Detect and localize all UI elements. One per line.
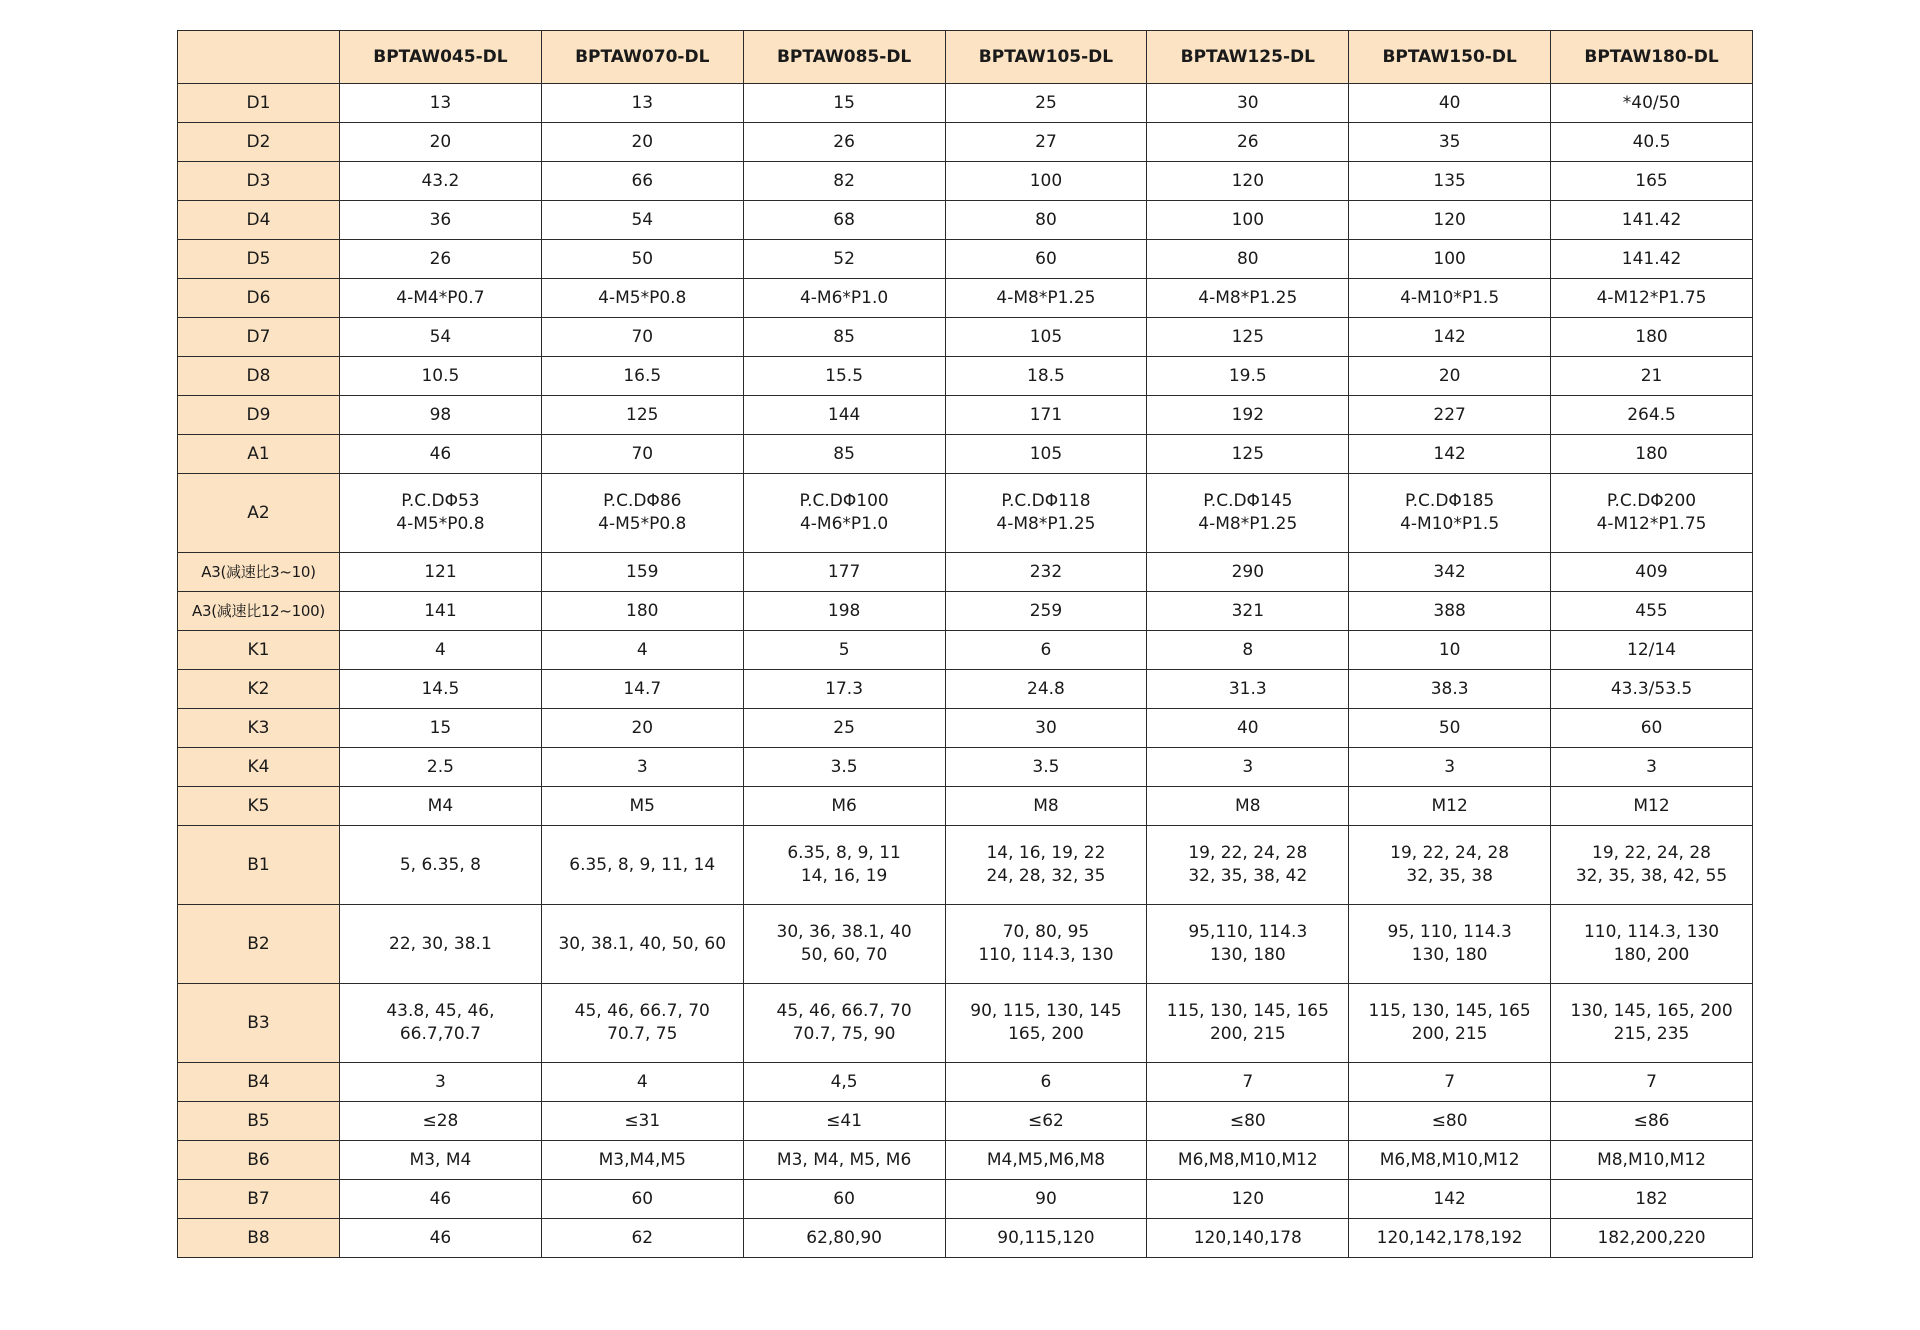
table-cell: 4,5: [743, 1063, 945, 1102]
table-cell: 342: [1349, 553, 1551, 592]
table-cell: 144: [743, 396, 945, 435]
table-cell: 171: [945, 396, 1147, 435]
table-cell: 31.3: [1147, 670, 1349, 709]
table-cell: 4-M10*P1.5: [1349, 279, 1551, 318]
row-label: A2: [178, 474, 340, 553]
table-cell: ≤41: [743, 1102, 945, 1141]
table-cell: 100: [1349, 240, 1551, 279]
table-cell: 105: [945, 318, 1147, 357]
table-cell: 82: [743, 162, 945, 201]
table-row: [178, 1180, 1753, 1219]
row-label: B4: [178, 1063, 340, 1102]
table-cell: 180: [541, 592, 743, 631]
table-cell: 141.42: [1551, 201, 1753, 240]
table-cell: P.C.DΦ53 4-M5*P0.8: [340, 474, 542, 553]
table-cell: 180: [1551, 435, 1753, 474]
table-cell: 14.7: [541, 670, 743, 709]
row-label: D1: [178, 84, 340, 123]
table-cell: 98: [340, 396, 542, 435]
table-cell: P.C.DΦ100 4-M6*P1.0: [743, 474, 945, 553]
table-cell: 35: [1349, 123, 1551, 162]
table-cell: 62,80,90: [743, 1219, 945, 1258]
table-cell: P.C.DΦ200 4-M12*P1.75: [1551, 474, 1753, 553]
table-cell: 125: [1147, 318, 1349, 357]
table-cell: 68: [743, 201, 945, 240]
table-cell: 25: [743, 709, 945, 748]
table-cell: 60: [743, 1180, 945, 1219]
table-cell: 18.5: [945, 357, 1147, 396]
row-label: K4: [178, 748, 340, 787]
table-row: [178, 474, 1753, 553]
table-cell: 14.5: [340, 670, 542, 709]
table-cell: 38.3: [1349, 670, 1551, 709]
table-cell: 264.5: [1551, 396, 1753, 435]
table-row: [178, 905, 1753, 984]
table-cell: P.C.DΦ145 4-M8*P1.25: [1147, 474, 1349, 553]
table-cell: ≤28: [340, 1102, 542, 1141]
row-label: D5: [178, 240, 340, 279]
table-cell: ≤62: [945, 1102, 1147, 1141]
table-cell: M6,M8,M10,M12: [1349, 1141, 1551, 1180]
table-row: [178, 748, 1753, 787]
table-cell: 121: [340, 553, 542, 592]
row-label: B7: [178, 1180, 340, 1219]
table-cell: 6: [945, 631, 1147, 670]
table-cell: 3: [340, 1063, 542, 1102]
table-cell: 4-M6*P1.0: [743, 279, 945, 318]
table-cell: 120: [1147, 162, 1349, 201]
table-cell: 165: [1551, 162, 1753, 201]
table-cell: 85: [743, 318, 945, 357]
table-cell: 54: [541, 201, 743, 240]
table-header: [178, 31, 1753, 84]
table-cell: 120,140,178: [1147, 1219, 1349, 1258]
table-cell: 142: [1349, 435, 1551, 474]
table-cell: 70: [541, 318, 743, 357]
table-cell: 2.5: [340, 748, 542, 787]
header-corner-cell: [178, 31, 340, 84]
table-cell: P.C.DΦ185 4-M10*P1.5: [1349, 474, 1551, 553]
table-cell: 20: [1349, 357, 1551, 396]
column-header-model: BPTAW085-DL: [743, 31, 945, 84]
table-cell: 110, 114.3, 130 180, 200: [1551, 905, 1753, 984]
table-cell: 60: [945, 240, 1147, 279]
table-cell: 130, 145, 165, 200 215, 235: [1551, 984, 1753, 1063]
table-row: [178, 1063, 1753, 1102]
row-label: B2: [178, 905, 340, 984]
table-cell: 4: [541, 631, 743, 670]
table-cell: 192: [1147, 396, 1349, 435]
table-cell: 66: [541, 162, 743, 201]
table-cell: 95,110, 114.3 130, 180: [1147, 905, 1349, 984]
table-cell: M4,M5,M6,M8: [945, 1141, 1147, 1180]
table-cell: 120: [1147, 1180, 1349, 1219]
table-cell: 4: [340, 631, 542, 670]
table-body: [178, 84, 1753, 1258]
table-cell: M6,M8,M10,M12: [1147, 1141, 1349, 1180]
row-label: D7: [178, 318, 340, 357]
table-cell: 115, 130, 145, 165 200, 215: [1147, 984, 1349, 1063]
row-label: A3(减速比3~10): [178, 553, 340, 592]
table-cell: M3, M4, M5, M6: [743, 1141, 945, 1180]
table-cell: 46: [340, 435, 542, 474]
row-label: D2: [178, 123, 340, 162]
table-row: [178, 1219, 1753, 1258]
table-cell: 80: [945, 201, 1147, 240]
table-cell: ≤80: [1147, 1102, 1349, 1141]
table-cell: 14, 16, 19, 22 24, 28, 32, 35: [945, 826, 1147, 905]
table-cell: 3.5: [743, 748, 945, 787]
table-cell: 15: [340, 709, 542, 748]
row-label: A3(减速比12~100): [178, 592, 340, 631]
table-cell: 52: [743, 240, 945, 279]
table-cell: 50: [1349, 709, 1551, 748]
table-cell: M8: [945, 787, 1147, 826]
table-cell: ≤31: [541, 1102, 743, 1141]
table-cell: 159: [541, 553, 743, 592]
row-label: D6: [178, 279, 340, 318]
table-cell: ≤80: [1349, 1102, 1551, 1141]
table-cell: 182: [1551, 1180, 1753, 1219]
table-row: [178, 123, 1753, 162]
header-row: [178, 31, 1753, 84]
table-cell: M5: [541, 787, 743, 826]
table-row: [178, 240, 1753, 279]
table-row: [178, 162, 1753, 201]
row-label: K3: [178, 709, 340, 748]
table-row: [178, 826, 1753, 905]
table-cell: 7: [1147, 1063, 1349, 1102]
table-cell: 7: [1349, 1063, 1551, 1102]
table-cell: M8,M10,M12: [1551, 1141, 1753, 1180]
table-cell: 105: [945, 435, 1147, 474]
table-row: [178, 201, 1753, 240]
table-cell: 198: [743, 592, 945, 631]
row-label: B3: [178, 984, 340, 1063]
table-cell: 26: [743, 123, 945, 162]
table-cell: 30, 38.1, 40, 50, 60: [541, 905, 743, 984]
column-header-model: BPTAW105-DL: [945, 31, 1147, 84]
table-cell: 3.5: [945, 748, 1147, 787]
table-cell: 90, 115, 130, 145 165, 200: [945, 984, 1147, 1063]
table-cell: 50: [541, 240, 743, 279]
table-row: [178, 1102, 1753, 1141]
table-cell: 227: [1349, 396, 1551, 435]
row-label: D9: [178, 396, 340, 435]
table-cell: 13: [541, 84, 743, 123]
table-cell: P.C.DΦ86 4-M5*P0.8: [541, 474, 743, 553]
table-cell: 3: [541, 748, 743, 787]
table-cell: 4-M4*P0.7: [340, 279, 542, 318]
table-cell: 17.3: [743, 670, 945, 709]
row-label: B6: [178, 1141, 340, 1180]
row-label: B1: [178, 826, 340, 905]
table-cell: 26: [1147, 123, 1349, 162]
table-row: [178, 318, 1753, 357]
table-cell: 46: [340, 1219, 542, 1258]
table-cell: 125: [1147, 435, 1349, 474]
table-cell: 30: [945, 709, 1147, 748]
column-header-model: BPTAW070-DL: [541, 31, 743, 84]
table-cell: 26: [340, 240, 542, 279]
table-cell: 25: [945, 84, 1147, 123]
table-cell: P.C.DΦ118 4-M8*P1.25: [945, 474, 1147, 553]
table-cell: 15.5: [743, 357, 945, 396]
table-cell: 5, 6.35, 8: [340, 826, 542, 905]
table-cell: 259: [945, 592, 1147, 631]
table-cell: 141.42: [1551, 240, 1753, 279]
table-cell: 100: [945, 162, 1147, 201]
table-cell: 95, 110, 114.3 130, 180: [1349, 905, 1551, 984]
row-label: K1: [178, 631, 340, 670]
table-cell: 10: [1349, 631, 1551, 670]
table-row: [178, 553, 1753, 592]
table-cell: 70: [541, 435, 743, 474]
table-cell: 135: [1349, 162, 1551, 201]
row-label: D8: [178, 357, 340, 396]
table-row: [178, 1141, 1753, 1180]
column-header-model: BPTAW180-DL: [1551, 31, 1753, 84]
table-cell: 60: [1551, 709, 1753, 748]
table-row: [178, 435, 1753, 474]
table-row: [178, 396, 1753, 435]
table-cell: 10.5: [340, 357, 542, 396]
table-row: [178, 592, 1753, 631]
spec-table: [177, 30, 1753, 1258]
table-cell: 8: [1147, 631, 1349, 670]
table-cell: 4: [541, 1063, 743, 1102]
table-cell: 60: [541, 1180, 743, 1219]
table-cell: 4-M12*P1.75: [1551, 279, 1753, 318]
row-label: A1: [178, 435, 340, 474]
table-cell: M3,M4,M5: [541, 1141, 743, 1180]
table-cell: 45, 46, 66.7, 70 70.7, 75: [541, 984, 743, 1063]
table-cell: 120: [1349, 201, 1551, 240]
table-cell: 80: [1147, 240, 1349, 279]
table-cell: 7: [1551, 1063, 1753, 1102]
table-cell: 12/14: [1551, 631, 1753, 670]
table-cell: 3: [1551, 748, 1753, 787]
table-cell: 36: [340, 201, 542, 240]
table-row: [178, 631, 1753, 670]
table-row: [178, 670, 1753, 709]
column-header-model: BPTAW125-DL: [1147, 31, 1349, 84]
table-cell: 232: [945, 553, 1147, 592]
table-cell: 6.35, 8, 9, 11 14, 16, 19: [743, 826, 945, 905]
table-cell: 115, 130, 145, 165 200, 215: [1349, 984, 1551, 1063]
table-row: [178, 787, 1753, 826]
row-label: D4: [178, 201, 340, 240]
table-cell: 45, 46, 66.7, 70 70.7, 75, 90: [743, 984, 945, 1063]
table-cell: 180: [1551, 318, 1753, 357]
table-cell: M8: [1147, 787, 1349, 826]
table-cell: 20: [340, 123, 542, 162]
column-header-model: BPTAW045-DL: [340, 31, 542, 84]
row-label: B8: [178, 1219, 340, 1258]
table-cell: 4-M8*P1.25: [945, 279, 1147, 318]
table-cell: M3, M4: [340, 1141, 542, 1180]
table-row: [178, 709, 1753, 748]
table-cell: 4-M5*P0.8: [541, 279, 743, 318]
table-cell: 62: [541, 1219, 743, 1258]
table-cell: 40: [1349, 84, 1551, 123]
table-cell: 30, 36, 38.1, 40 50, 60, 70: [743, 905, 945, 984]
table-cell: 19, 22, 24, 28 32, 35, 38, 42: [1147, 826, 1349, 905]
table-cell: 182,200,220: [1551, 1219, 1753, 1258]
table-cell: M4: [340, 787, 542, 826]
table-cell: 40.5: [1551, 123, 1753, 162]
table-cell: 15: [743, 84, 945, 123]
table-cell: 24.8: [945, 670, 1147, 709]
table-cell: 85: [743, 435, 945, 474]
table-cell: 21: [1551, 357, 1753, 396]
column-header-model: BPTAW150-DL: [1349, 31, 1551, 84]
table-cell: M12: [1349, 787, 1551, 826]
table-cell: 43.2: [340, 162, 542, 201]
table-cell: 30: [1147, 84, 1349, 123]
table-cell: *40/50: [1551, 84, 1753, 123]
table-cell: 142: [1349, 318, 1551, 357]
table-cell: 290: [1147, 553, 1349, 592]
table-cell: 54: [340, 318, 542, 357]
table-cell: 321: [1147, 592, 1349, 631]
row-label: D3: [178, 162, 340, 201]
table-cell: 4-M8*P1.25: [1147, 279, 1349, 318]
table-cell: 3: [1147, 748, 1349, 787]
table-cell: 20: [541, 709, 743, 748]
table-row: [178, 84, 1753, 123]
table-cell: 16.5: [541, 357, 743, 396]
table-row: [178, 357, 1753, 396]
table-cell: 46: [340, 1180, 542, 1219]
table-cell: 120,142,178,192: [1349, 1219, 1551, 1258]
table-cell: 19, 22, 24, 28 32, 35, 38, 42, 55: [1551, 826, 1753, 905]
table-cell: 125: [541, 396, 743, 435]
row-label: B5: [178, 1102, 340, 1141]
table-cell: 43.8, 45, 46, 66.7,70.7: [340, 984, 542, 1063]
table-cell: 5: [743, 631, 945, 670]
table-cell: 409: [1551, 553, 1753, 592]
table-cell: 141: [340, 592, 542, 631]
table-row: [178, 984, 1753, 1063]
table-cell: 19.5: [1147, 357, 1349, 396]
table-cell: 20: [541, 123, 743, 162]
table-cell: M6: [743, 787, 945, 826]
table-cell: 100: [1147, 201, 1349, 240]
table-cell: 90,115,120: [945, 1219, 1147, 1258]
table-cell: 70, 80, 95 110, 114.3, 130: [945, 905, 1147, 984]
row-label: K5: [178, 787, 340, 826]
table-cell: 22, 30, 38.1: [340, 905, 542, 984]
table-cell: 177: [743, 553, 945, 592]
table-cell: 40: [1147, 709, 1349, 748]
table-cell: M12: [1551, 787, 1753, 826]
row-label: K2: [178, 670, 340, 709]
table-cell: 19, 22, 24, 28 32, 35, 38: [1349, 826, 1551, 905]
table-cell: 3: [1349, 748, 1551, 787]
table-cell: 90: [945, 1180, 1147, 1219]
table-cell: 27: [945, 123, 1147, 162]
table-cell: 6.35, 8, 9, 11, 14: [541, 826, 743, 905]
table-cell: 43.3/53.5: [1551, 670, 1753, 709]
table-cell: 388: [1349, 592, 1551, 631]
table-cell: ≤86: [1551, 1102, 1753, 1141]
table-cell: 6: [945, 1063, 1147, 1102]
table-cell: 455: [1551, 592, 1753, 631]
table-cell: 13: [340, 84, 542, 123]
table-cell: 142: [1349, 1180, 1551, 1219]
table-row: [178, 279, 1753, 318]
